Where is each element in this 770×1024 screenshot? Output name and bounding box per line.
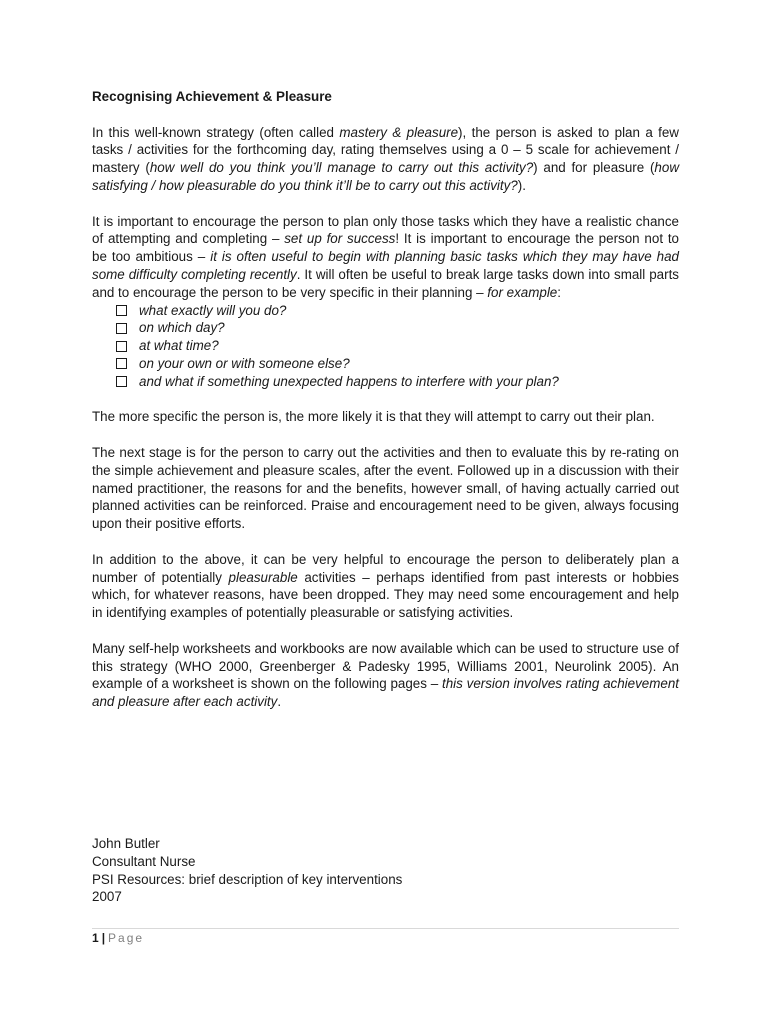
author-block [92, 835, 402, 906]
checklist-item-label: on which day? [139, 320, 225, 336]
checklist-item [116, 302, 679, 320]
p5-text-a: In addition to the above, it can be very helpful to encourage the person to deliberately plan a number of potentially [92, 551, 679, 585]
p1-emphasis-b: mastery & pleasure [339, 124, 459, 140]
footer-separator: | [101, 931, 106, 945]
author-source: PSI Resources: brief description of key interventions [92, 871, 403, 887]
p1-text-a: In this well-known strategy (often called [92, 124, 340, 140]
p2-emphasis-b: set up for success [284, 231, 396, 247]
p2-emphasis-f: for example [487, 284, 558, 300]
paragraph-specificity: The more specific the person is, the more likely it is that they will attempt to carry out their plan. [92, 409, 655, 425]
author-year: 2007 [92, 889, 122, 905]
p2-emphasis-d: it is often useful to begin with planning basic tasks which they may have had some difficulty completing recently [92, 249, 680, 282]
checklist-item-label: on your own or with someone else? [139, 355, 350, 371]
checkbox-icon [116, 341, 127, 352]
paragraph-mastery-pleasure-intro [92, 124, 679, 195]
checklist-item [116, 337, 679, 355]
p2-text-a: It is important to encourage the person to plan only those tasks which they have a realistic chance of attempting and completing – [92, 213, 679, 247]
checkbox-icon [116, 323, 127, 334]
p6-text-c: . [277, 694, 282, 710]
checklist-item [116, 373, 679, 391]
checkbox-icon [116, 358, 127, 369]
p1-emphasis-f: how satisfying / how pleasurable do you think it’ll be to carry out this activity? [92, 160, 679, 193]
p1-emphasis-d: how well do you think you’ll manage to carry out this activity? [149, 160, 534, 176]
checklist-item [116, 355, 679, 373]
planning-checklist [92, 302, 679, 391]
p1-text-c: ), the person is asked to plan a few tasks / activities for the forthcoming day, rating themselves using a 0 – 5 scale for achievement / mastery ( [92, 124, 679, 176]
checkbox-icon [116, 376, 127, 387]
p2-text-g: : [557, 284, 561, 300]
p1-text-g: ). [517, 177, 526, 193]
p6-text-a: Many self-help worksheets and workbooks are now available which can be used to structure use of this strategy (WHO 2000, Greenberger & Padesky 1995, Williams 2001, Neurolink 2005). An example of a worksheet is shown on the following pages – [92, 640, 679, 692]
page-number: 1 [92, 931, 99, 945]
checkbox-icon [116, 305, 127, 316]
paragraph-evaluation: The next stage is for the person to carry out the activities and then to evaluate this by re-rating on the simple achievement and pleasure scales, after the event. Followed up in a discussion with their named practitioner, the reasons for and the benefits, however small, of having actually carried out planned activities can be reinforced. Praise and encouragement need to be given, always focusing upon their positive efforts. [92, 444, 679, 532]
document-body [92, 88, 679, 729]
paragraph-realistic-planning [92, 213, 679, 302]
p2-text-c: ! It is important to encourage the person not to be too ambitious – [92, 231, 680, 265]
p5-emphasis-b: pleasurable [228, 569, 298, 585]
checklist-item-label: at what time? [139, 338, 219, 354]
p6-emphasis-b: this version involves rating achievement and pleasure after each activity [92, 676, 680, 710]
checklist-item-label: what exactly will you do? [139, 302, 287, 318]
paragraph-pleasurable-activities [92, 551, 679, 622]
paragraph-self-help-worksheets [92, 640, 679, 711]
p1-text-e: ) and for pleasure ( [533, 160, 655, 176]
page-label: Page [108, 931, 145, 945]
p5-text-c: activities – perhaps identified from past interests or hobbies which, for whatever reasons, have been dropped. They may need some encouragement and help in identifying examples of potentially pleasurable or satisfying activities. [92, 569, 679, 621]
author-role: Consultant Nurse [92, 853, 196, 869]
p2-text-e: . It will often be useful to break large tasks down into small parts and to encourage the person to be very specific in their planning – [92, 266, 680, 300]
checklist-item-label: and what if something unexpected happens to interfere with your plan? [139, 373, 559, 389]
checklist-item [116, 319, 679, 337]
author-name: John Butler [92, 836, 160, 851]
document-title: Recognising Achievement & Pleasure [92, 89, 332, 104]
page-footer [92, 931, 144, 945]
footer-divider [92, 928, 679, 929]
